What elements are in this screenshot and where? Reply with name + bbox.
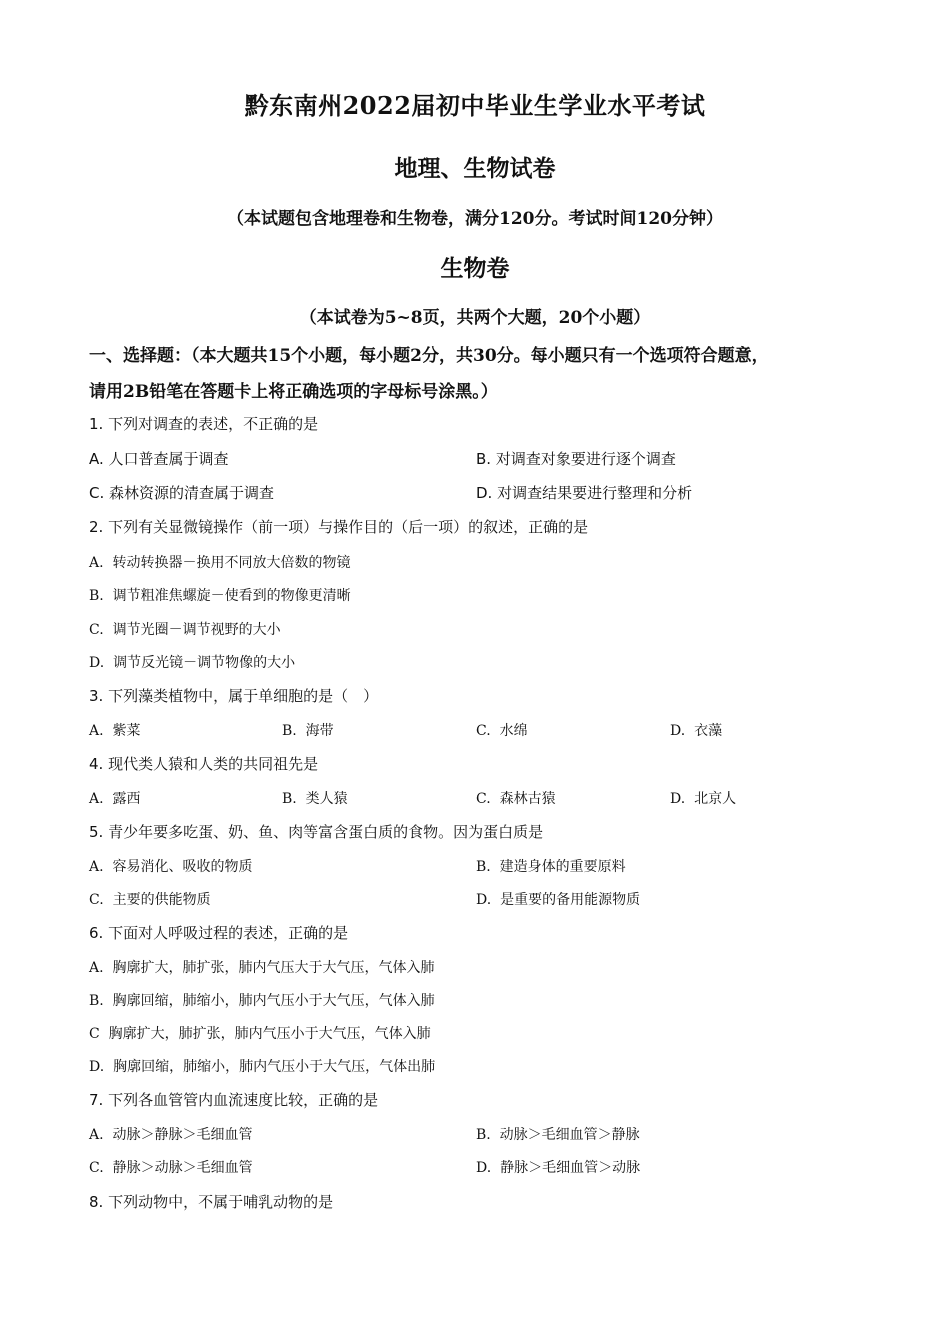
option (89, 1056, 435, 1076)
option-label: D. (670, 723, 686, 739)
question-text: 现代类人猿和人类的共同祖先是 (108, 755, 319, 773)
question-number: 4. (89, 755, 104, 773)
option-text: 紫菜 (112, 723, 141, 739)
option (89, 957, 434, 977)
option-text: 静脉＞毛细血管＞动脉 (500, 1160, 641, 1176)
question-text: 下列对调查的表述，不正确的是 (108, 415, 319, 433)
option (282, 720, 334, 740)
option (89, 856, 252, 876)
section-title: 生物卷 (440, 255, 510, 282)
option-label: A. (89, 791, 104, 807)
option (89, 482, 274, 503)
option-label: C. (476, 723, 491, 739)
option (670, 788, 736, 808)
option-text: 水绵 (499, 723, 528, 739)
option-text: 衣藻 (694, 723, 723, 739)
option-label: C. (476, 791, 491, 807)
option-text: 调节光圈－调节视野的大小 (112, 622, 281, 638)
option (89, 585, 351, 605)
option (89, 1023, 431, 1043)
question-number: 7. (89, 1091, 104, 1109)
question-5 (89, 821, 543, 842)
option-label: A. (89, 723, 104, 739)
question-text: 下列动物中，不属于哺乳动物的是 (108, 1193, 334, 1211)
option-text: 胸廓回缩，肺缩小，肺内气压小于大气压，气体入肺 (112, 993, 435, 1009)
exam-note: （本试题包含地理卷和生物卷，满分120分。考试时间120分钟） (227, 209, 723, 229)
option (476, 482, 692, 503)
option (476, 720, 528, 740)
option-text: 调节粗准焦螺旋－使看到的物像更清晰 (112, 588, 351, 604)
question-8 (89, 1191, 333, 1212)
option (89, 720, 140, 740)
option (89, 448, 229, 469)
option (89, 619, 281, 639)
option-text: 胸廓回缩，肺缩小，肺内气压小于大气压，气体出肺 (113, 1059, 436, 1075)
option-text: 建造身体的重要原料 (499, 859, 626, 875)
option (89, 1157, 253, 1177)
question-text: 下列各血管管内血流速度比较，正确的是 (108, 1091, 379, 1109)
option-label: B. (89, 588, 104, 604)
option-text: 容易消化、吸收的物质 (112, 859, 253, 875)
option-label: C. (89, 622, 104, 638)
option-label: D. (476, 892, 492, 908)
option-label: C (89, 1026, 100, 1042)
option-label: A. (89, 1127, 104, 1143)
option (476, 1157, 640, 1177)
option (282, 788, 348, 808)
part-one-heading-line1: 一、选择题：（本大题共15个小题，每小题2分，共30分。每小题只有一个选项符合题意， (89, 346, 769, 366)
option-label: A. (89, 960, 104, 976)
option-label: B. (89, 993, 104, 1009)
option-label: B. (282, 723, 297, 739)
option-label: D. (476, 484, 493, 502)
option-label: D. (476, 1160, 492, 1176)
question-number: 3. (89, 687, 104, 705)
option (89, 788, 140, 808)
option (476, 788, 556, 808)
exam-subtitle: 地理、生物试卷 (394, 155, 556, 182)
option-text: 类人猿 (305, 791, 348, 807)
option-label: A. (89, 859, 104, 875)
option-text: 胸廓扩大，肺扩张，肺内气压小于大气压，气体入肺 (108, 1026, 431, 1042)
option-text: 对调查结果要进行整理和分析 (497, 484, 693, 502)
question-text: 下列藻类植物中，属于单细胞的是（ ） (108, 687, 379, 705)
question-3 (89, 685, 378, 706)
option-text: 动脉＞静脉＞毛细血管 (112, 1127, 253, 1143)
option-text: 是重要的备用能源物质 (500, 892, 641, 908)
option (89, 1124, 252, 1144)
question-number: 2. (89, 518, 104, 536)
option (89, 889, 211, 909)
question-number: 5. (89, 823, 104, 841)
option-text: 主要的供能物质 (112, 892, 211, 908)
option-label: D. (670, 791, 686, 807)
option (476, 856, 626, 876)
option (89, 552, 350, 572)
question-number: 8. (89, 1193, 104, 1211)
option-label: C. (89, 1160, 104, 1176)
question-2 (89, 516, 588, 537)
option (476, 1124, 640, 1144)
option-text: 调节反光镜－调节物像的大小 (113, 655, 296, 671)
option-label: B. (476, 859, 491, 875)
option-text: 胸廓扩大，肺扩张，肺内气压大于大气压，气体入肺 (112, 960, 435, 976)
option (670, 720, 722, 740)
question-6 (89, 922, 348, 943)
option-text: 转动转换器－换用不同放大倍数的物镜 (112, 555, 351, 571)
option-label: A. (89, 555, 104, 571)
question-4 (89, 753, 318, 774)
option-label: C. (89, 484, 105, 502)
option (476, 889, 640, 909)
part-one-heading-line2: 请用2B铅笔在答题卡上将正确选项的字母标号涂黑。） (89, 382, 498, 402)
option-text: 静脉＞动脉＞毛细血管 (112, 1160, 253, 1176)
question-1 (89, 413, 318, 434)
option-text: 对调查对象要进行逐个调查 (495, 450, 676, 468)
option-label: D. (89, 1059, 105, 1075)
option-label: C. (89, 892, 104, 908)
option-text: 北京人 (694, 791, 737, 807)
option-text: 海带 (305, 723, 334, 739)
option-label: B. (282, 791, 297, 807)
option-text: 人口普查属于调查 (108, 450, 229, 468)
question-text: 下列有关显微镜操作（前一项）与操作目的（后一项）的叙述，正确的是 (108, 518, 589, 536)
question-number: 6. (89, 924, 104, 942)
option-label: B. (476, 450, 492, 468)
option-text: 森林古猿 (499, 791, 556, 807)
option (476, 448, 676, 469)
option-text: 露西 (112, 791, 141, 807)
exam-title: 黔东南州2022届初中毕业生学业水平考试 (244, 91, 706, 120)
section-note: （本试卷为5~8页，共两个大题，20个小题） (299, 308, 651, 328)
option-label: D. (89, 655, 105, 671)
option-label: B. (476, 1127, 491, 1143)
question-text: 青少年要多吃蛋、奶、鱼、肉等富含蛋白质的食物。因为蛋白质是 (108, 823, 544, 841)
option (89, 990, 435, 1010)
question-text: 下面对人呼吸过程的表述，正确的是 (108, 924, 349, 942)
option-text: 森林资源的清查属于调查 (109, 484, 275, 502)
question-7 (89, 1089, 378, 1110)
option-label: A. (89, 450, 104, 468)
option-text: 动脉＞毛细血管＞静脉 (499, 1127, 640, 1143)
option (89, 652, 295, 672)
question-number: 1. (89, 415, 104, 433)
